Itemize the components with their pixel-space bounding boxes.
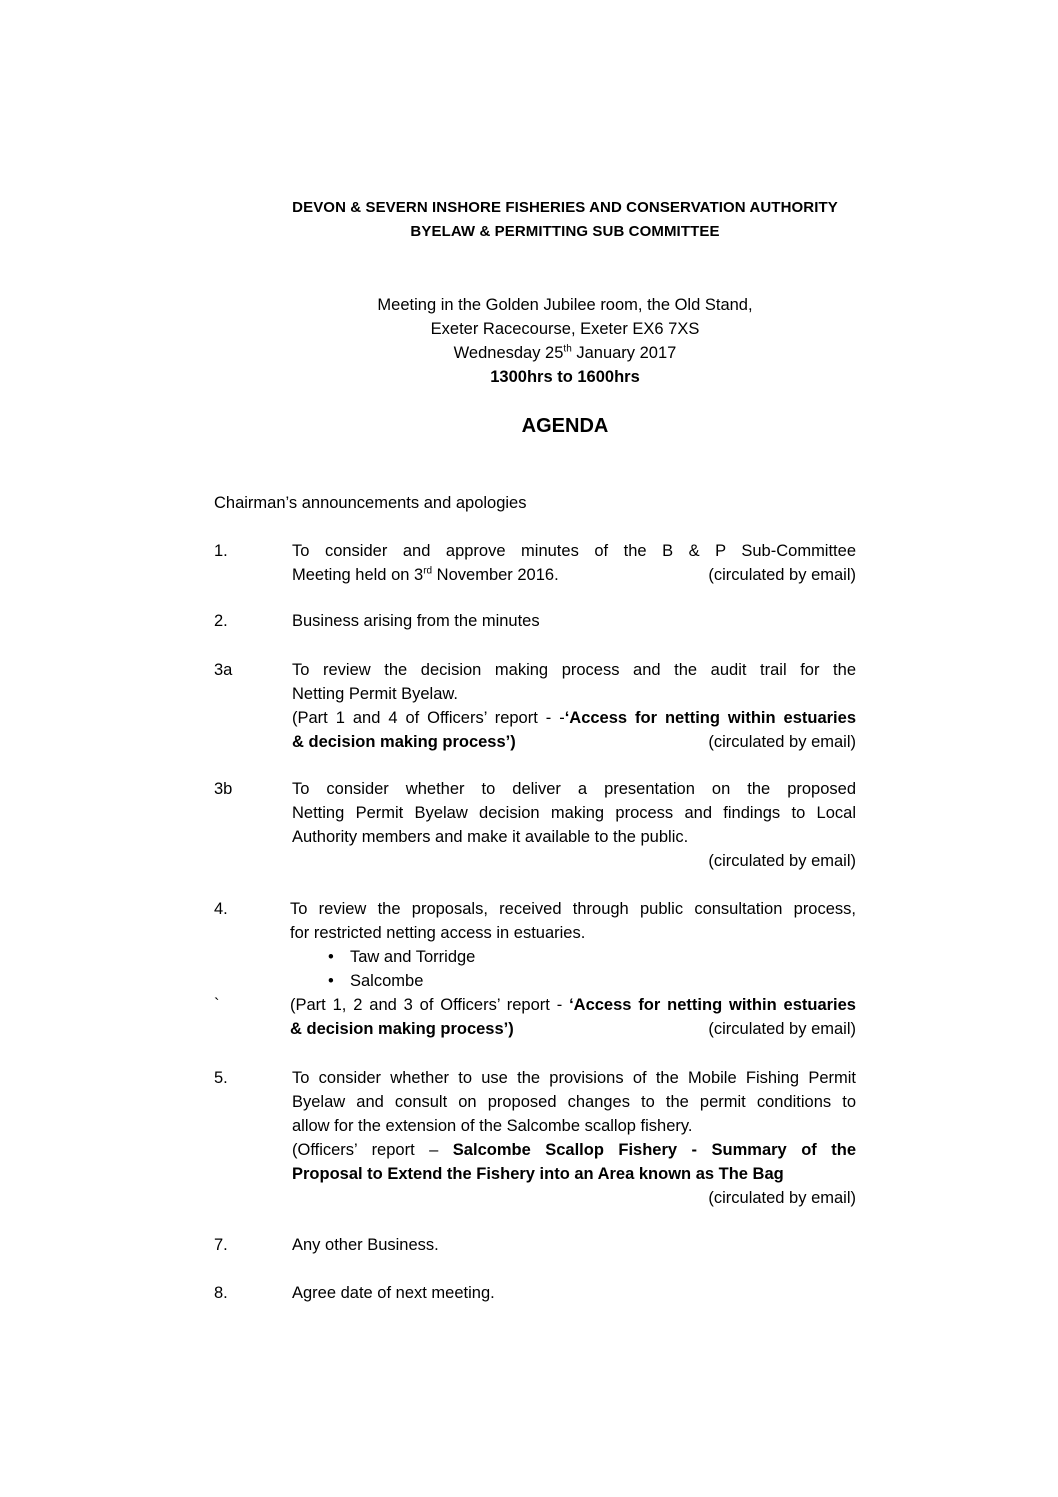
agenda-item-1: To consider and approve minutes of the B & P Sub-Committee Meeting held on 3rd November 2016. (circulated by email) xyxy=(292,539,856,587)
item-number: 8. xyxy=(214,1284,228,1302)
item-number: 2. xyxy=(214,612,228,630)
bullet-icon: • xyxy=(328,948,334,966)
circulated-note: (circulated by email) xyxy=(708,852,856,870)
agenda-item-2: Business arising from the minutes xyxy=(292,612,540,630)
estuary-list xyxy=(290,945,856,993)
circulated-note: (circulated by email) xyxy=(708,733,856,751)
committee-title: BYELAW & PERMITTING SUB COMMITTEE xyxy=(410,223,720,240)
meeting-time: 1300hrs to 1600hrs xyxy=(490,368,640,386)
list-item: • Taw and Torridge xyxy=(290,945,856,969)
item-1-meeting-date: Meeting held on 3rd November 2016. xyxy=(292,565,559,584)
agenda-item-4: To review the proposals, received through public consultation process, for restricted netting access in estuaries. • Taw and Torridge • Salcombe (Part 1, 2 and 3 of Officers’ report - ‘Access for netting within estuaries & decision making process’) (circulated by email) xyxy=(290,897,856,1041)
meeting-date: Wednesday 25th January 2017 xyxy=(453,343,677,362)
venue-line-1: Meeting in the Golden Jubilee room, the Old Stand, xyxy=(377,296,753,314)
circulated-note: (circulated by email) xyxy=(708,1189,856,1207)
agenda-item-8: Agree date of next meeting. xyxy=(292,1284,495,1302)
agenda-item-3b: To consider whether to deliver a presentation on the proposed Netting Permit Byelaw decision making process and findings to Local Authority members and make it available to the public. (circulated by email) xyxy=(292,777,856,873)
circulated-note: (circulated by email) xyxy=(708,566,856,584)
venue-line-2: Exeter Racecourse, Exeter EX6 7XS xyxy=(430,320,700,338)
item-number: 7. xyxy=(214,1236,228,1254)
intro-line: Chairman’s announcements and apologies xyxy=(214,494,527,512)
agenda-heading: AGENDA xyxy=(521,415,609,437)
organisation-title: DEVON & SEVERN INSHORE FISHERIES AND CONSERVATION AUTHORITY xyxy=(292,199,838,216)
item-number: 5. xyxy=(214,1069,228,1087)
agenda-item-7: Any other Business. xyxy=(292,1236,439,1254)
circulated-note: (circulated by email) xyxy=(708,1020,856,1038)
list-item: • Salcombe xyxy=(290,969,856,993)
item-number: 4. xyxy=(214,900,228,918)
item-number: 3a xyxy=(214,661,233,679)
agenda-item-5: To consider whether to use the provisions of the Mobile Fishing Permit Byelaw and consult on proposed changes to the permit conditions to allow for the extension of the Salcombe scallop fishery. (Officers’ report – Salcombe Scallop Fishery - Summary of the Proposal to Extend the Fishery into an Area known as The Bag (circulated by email) xyxy=(292,1066,856,1210)
item-number: 1. xyxy=(214,542,228,560)
bullet-icon: • xyxy=(328,972,334,990)
agenda-item-3a: To review the decision making process and the audit trail for the Netting Permit Byelaw. (Part 1 and 4 of Officers’ report - -‘Access for netting within estuaries & decision making process’) (circulated by email) xyxy=(292,658,856,754)
item-number: 3b xyxy=(214,780,233,798)
stray-mark: ` xyxy=(214,996,220,1014)
